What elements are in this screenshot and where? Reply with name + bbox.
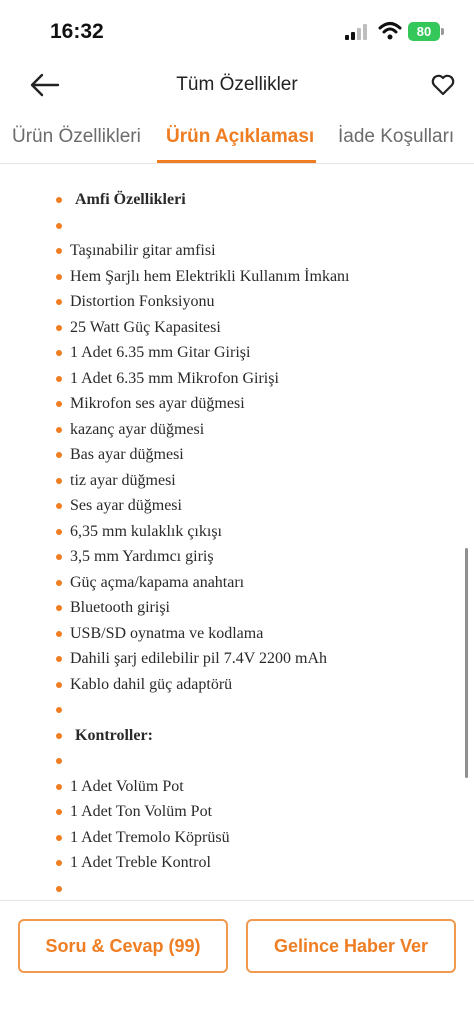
list-item-text: Kontroller: bbox=[75, 726, 153, 744]
bullet-dot-icon bbox=[56, 452, 62, 458]
tab-return-conditions[interactable]: İade Koşulları bbox=[338, 126, 455, 147]
list-item-text: 3,5 mm Yardımcı giriş bbox=[70, 548, 214, 565]
bullet-dot-icon bbox=[56, 503, 62, 509]
list-item-text: kazanç ayar düğmesi bbox=[70, 420, 205, 438]
wifi-icon bbox=[378, 21, 402, 41]
bullet-dot-icon bbox=[56, 860, 62, 866]
cellular-signal-icon bbox=[345, 24, 369, 40]
list-item bbox=[56, 191, 350, 217]
bullet-dot-icon bbox=[56, 656, 62, 662]
list-item-text: 1 Adet Tremolo Köprüsü bbox=[70, 828, 230, 846]
bullet-dot-icon bbox=[56, 197, 62, 203]
heart-icon[interactable] bbox=[430, 72, 456, 98]
list-item-text: 1 Adet Volüm Pot bbox=[70, 777, 184, 795]
list-item bbox=[56, 268, 350, 294]
list-item-text: 1 Adet 6.35 mm Mikrofon Girişi bbox=[70, 369, 279, 387]
description-list bbox=[56, 191, 350, 900]
bullet-dot-icon bbox=[56, 835, 62, 841]
active-tab-indicator bbox=[157, 160, 316, 163]
bullet-dot-icon bbox=[56, 631, 62, 637]
bullet-dot-icon bbox=[56, 580, 62, 586]
list-item-text: 1 Adet Ton Volüm Pot bbox=[70, 803, 213, 820]
list-item bbox=[56, 625, 350, 651]
bullet-dot-icon bbox=[56, 325, 62, 331]
qa-button[interactable]: Soru & Cevap (99) bbox=[18, 919, 228, 973]
battery-indicator: 80 bbox=[408, 22, 440, 41]
bullet-dot-icon bbox=[56, 733, 62, 739]
tab-product-features[interactable]: Ürün Özellikleri bbox=[12, 126, 141, 147]
list-item-text: Güç açma/kapama anahtarı bbox=[70, 573, 245, 591]
list-item-text: 1 Adet 6.35 mm Gitar Girişi bbox=[70, 344, 251, 361]
list-item bbox=[56, 497, 350, 523]
list-item-text: USB/SD oynatma ve kodlama bbox=[70, 624, 264, 642]
bullet-dot-icon bbox=[56, 605, 62, 611]
list-item bbox=[56, 217, 350, 243]
list-item-text: Hem Şarjlı hem Elektrikli Kullanım İmkanı bbox=[70, 267, 350, 285]
list-item bbox=[56, 242, 350, 268]
list-item bbox=[56, 293, 350, 319]
list-item-text: Bluetooth girişi bbox=[70, 599, 170, 616]
bullet-dot-icon bbox=[56, 809, 62, 815]
list-item bbox=[56, 803, 350, 829]
tab-bar bbox=[0, 112, 474, 164]
list-item bbox=[56, 727, 350, 753]
notify-when-available-button[interactable]: Gelince Haber Ver bbox=[246, 919, 456, 973]
list-item bbox=[56, 829, 350, 855]
list-item bbox=[56, 778, 350, 804]
list-item bbox=[56, 446, 350, 472]
list-item bbox=[56, 319, 350, 345]
list-item bbox=[56, 599, 350, 625]
bullet-dot-icon bbox=[56, 478, 62, 484]
list-item bbox=[56, 880, 350, 901]
bullet-dot-icon bbox=[56, 223, 62, 229]
battery-tip bbox=[441, 28, 444, 35]
status-time: 16:32 bbox=[50, 20, 104, 43]
list-item-text: Ses ayar düğmesi bbox=[70, 497, 182, 514]
page-title: Tüm Özellikler bbox=[176, 74, 298, 95]
list-item bbox=[56, 344, 350, 370]
list-item bbox=[56, 752, 350, 778]
list-item bbox=[56, 854, 350, 880]
list-item bbox=[56, 523, 350, 549]
bullet-dot-icon bbox=[56, 784, 62, 790]
list-item-text: tiz ayar düğmesi bbox=[70, 471, 176, 489]
list-item-text: Amfi Özellikleri bbox=[75, 191, 186, 208]
list-item bbox=[56, 574, 350, 600]
bullet-dot-icon bbox=[56, 401, 62, 407]
bullet-dot-icon bbox=[56, 427, 62, 433]
bullet-dot-icon bbox=[56, 299, 62, 305]
list-item-text: Taşınabilir gitar amfisi bbox=[70, 242, 216, 259]
list-item bbox=[56, 370, 350, 396]
bullet-dot-icon bbox=[56, 350, 62, 356]
scrollbar[interactable] bbox=[465, 548, 468, 778]
list-item bbox=[56, 650, 350, 676]
status-bar bbox=[0, 0, 474, 62]
description-content[interactable] bbox=[0, 165, 474, 900]
bullet-dot-icon bbox=[56, 529, 62, 535]
top-nav-bar bbox=[0, 62, 474, 108]
bullet-dot-icon bbox=[56, 554, 62, 560]
list-item-text: Kablo dahil güç adaptörü bbox=[70, 675, 233, 693]
list-item bbox=[56, 548, 350, 574]
list-item-text: Distortion Fonksiyonu bbox=[70, 293, 215, 310]
list-item bbox=[56, 421, 350, 447]
list-item-text: 25 Watt Güç Kapasitesi bbox=[70, 318, 221, 336]
list-item bbox=[56, 395, 350, 421]
bottom-action-bar bbox=[0, 900, 474, 1024]
list-item bbox=[56, 701, 350, 727]
bullet-dot-icon bbox=[56, 758, 62, 764]
list-item-text: 1 Adet Treble Kontrol bbox=[70, 854, 211, 871]
tab-product-description[interactable]: Ürün Açıklaması bbox=[166, 126, 315, 147]
list-item-text: Dahili şarj edilebilir pil 7.4V 2200 mAh bbox=[70, 650, 328, 667]
list-item-text: Bas ayar düğmesi bbox=[70, 446, 184, 463]
bullet-dot-icon bbox=[56, 274, 62, 280]
list-item-text: 6,35 mm kulaklık çıkışı bbox=[70, 522, 222, 540]
list-item bbox=[56, 676, 350, 702]
bullet-dot-icon bbox=[56, 682, 62, 688]
bullet-dot-icon bbox=[56, 248, 62, 254]
bullet-dot-icon bbox=[56, 707, 62, 713]
bullet-dot-icon bbox=[56, 886, 62, 892]
list-item-text: Mikrofon ses ayar düğmesi bbox=[70, 395, 245, 412]
list-item bbox=[56, 472, 350, 498]
bullet-dot-icon bbox=[56, 376, 62, 382]
